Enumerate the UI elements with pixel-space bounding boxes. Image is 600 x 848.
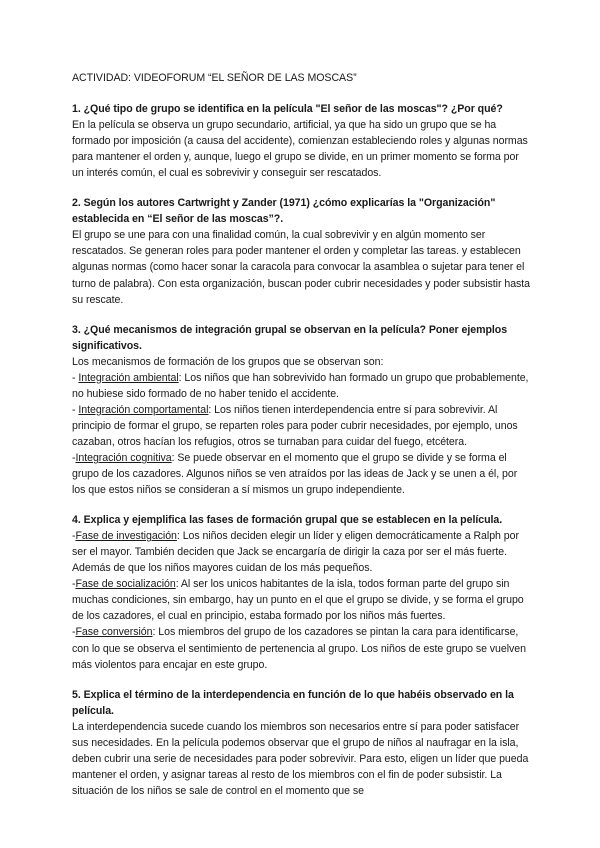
section-2 <box>72 195 532 307</box>
item-text: : Al ser los unicos habitantes de la isla, todos forman parte del grupo sin muchas condiciones, sin embargo, hay un punto en el que el grupo se divide, y se forma el grupo de los cazadores, el cual en principio, estaba formado por los niños más fuertes. <box>72 578 524 623</box>
document-title: ACTIVIDAD: VIDEOFORUM “EL SEÑOR DE LAS MOSCAS” <box>72 72 357 84</box>
item-text: : Los niños que han sobrevivido han formado un grupo que probablemente, no hubiese sido formado de no haber tenido el accidente. <box>72 371 529 400</box>
section-3-item <box>72 370 532 402</box>
section-5 <box>72 687 532 799</box>
section-3-item <box>72 402 532 450</box>
section-1-body: En la película se observa un grupo secundario, artificial, ya que ha sido un grupo que se ha formado por imposición (a causa del accidente), comienzan estableciendo roles y algunas normas para mantener el orden y, aunque, luego el grupo se divide, en un primer momento se forma por un interés común, el cual es sobrevivir y conseguir ser rescatados. <box>72 119 528 180</box>
item-term: Integración ambiental <box>78 371 179 384</box>
item-prefix: - <box>72 403 79 416</box>
section-3-intro: Los mecanismos de formación de los grupos que se observan son: <box>72 355 384 368</box>
item-term: Fase de investigación <box>75 530 177 543</box>
item-text: : Los miembros del grupo de los cazadores se pintan la cara para identificarse, con lo que se observa el sentimiento de pertenencia al grupo. Los niños de este grupo se vuelven más violentos para encajar en este grupo. <box>72 626 526 671</box>
section-4-item <box>72 528 532 576</box>
section-5-body: La interdependencia sucede cuando los miembros son necesarios entre sí para poder satisfacer sus necesidades. En la película podemos observar que el grupo de niños al naufragar en la isla, deben cubrir una serie de necesidades para poder sobrevivir. Para esto, eligen un líder que pueda mantener el orden, y asignar tareas al resto de los miembros con el fin de poder subsistir. La situación de los niños se sale de control en el momento que se <box>72 720 529 797</box>
section-1-heading: 1. ¿Qué tipo de grupo se identifica en la película "El señor de las moscas"? ¿Por qué? <box>72 103 503 116</box>
item-term: Fase de socialización <box>75 578 176 591</box>
item-text: : Se puede observar en el momento que el grupo se divide y se forma el grupo de los cazadores. Algunos niños se ven atraídos por las ideas de Jack y se unen a él, por los que estos niños se consideran a sí mismos un grupo independiente. <box>72 451 518 497</box>
section-3 <box>72 322 532 499</box>
item-prefix: - <box>72 578 76 591</box>
item-prefix: - <box>72 371 79 384</box>
item-term: Fase conversión <box>75 626 153 639</box>
item-term: Integración cognitiva <box>75 451 172 464</box>
item-term: Integración comportamental <box>78 403 209 416</box>
section-2-body: El grupo se une para con una finalidad común, la cual sobrevivir y en algún momento ser rescatados. Se generan roles para poder mantener el orden y completar las tareas. y establecen algunas normas (como hacer sonar la caracola para convocar la asamblea o sujetar para tener el turno de palabra). Con esta organización, buscan poder cubrir necesidades y poder subsistir hasta su rescate. <box>72 229 531 306</box>
section-5-heading: 5. Explica el término de la interdependencia en función de lo que habéis observado en la película. <box>72 688 514 717</box>
section-4-heading: 4. Explica y ejemplifica las fases de formación grupal que se establecen en la película. <box>72 514 503 527</box>
item-text: : Los niños tienen interdependencia entre sí para sobrevivir. Al principio de formar el grupo, se reparten roles para poder cubrir necesidades, por ejemplo, unos cazaban, otros hacían los refugios, otros se turnaban para cuidar del fuego, etcétera. <box>72 403 518 448</box>
document-page <box>72 70 532 813</box>
section-3-item <box>72 450 532 498</box>
item-text: : Los niños deciden elegir un líder y eligen democráticamente a Ralph por ser el mayor. También deciden que Jack se encargaría de dirigir la caza por ser el más fuerte. Además de que los niños mayores cuidan de los más pequeños. <box>72 530 519 575</box>
item-prefix: - <box>72 530 76 543</box>
item-prefix: - <box>72 451 76 464</box>
section-4 <box>72 512 532 672</box>
section-4-item <box>72 576 532 624</box>
section-2-heading: 2. Según los autores Cartwright y Zander (1971) ¿cómo explicarías la "Organización" establecida en “El señor de las moscas”?. <box>72 197 496 226</box>
section-1 <box>72 101 532 181</box>
item-prefix: - <box>72 626 76 639</box>
section-4-item <box>72 624 532 672</box>
section-3-heading: 3. ¿Qué mecanismos de integración grupal se observan en la película? Poner ejemplos significativos. <box>72 323 508 352</box>
